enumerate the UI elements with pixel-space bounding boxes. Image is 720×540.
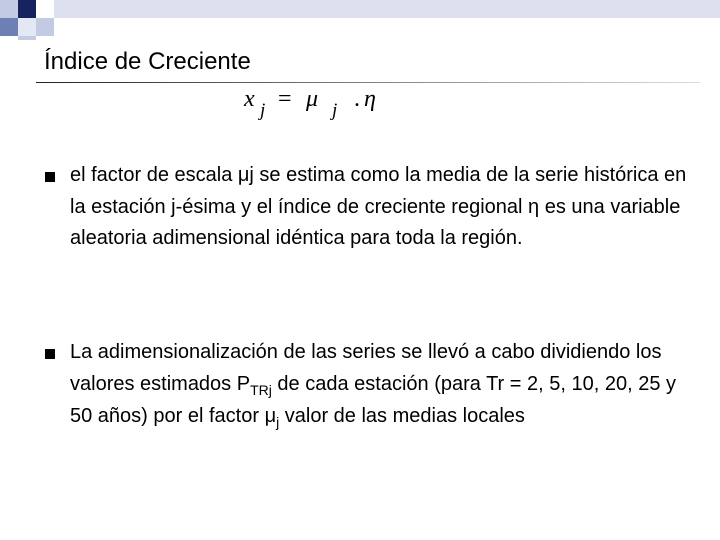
formula-equals: = (278, 86, 292, 112)
header-decoration (0, 0, 720, 40)
decor-square (18, 0, 36, 18)
symbol-mu: μ (264, 405, 277, 427)
symbol-eta: η (528, 195, 540, 218)
symbol-mu: μ (237, 164, 250, 186)
text-run: j se estima como la media de la serie histórica en la estación j-ésima y el índice de creciente regional (70, 164, 687, 218)
title-underline (36, 82, 700, 83)
text-run: La adimensionalización de las series se llevó a cabo dividiendo los valores estimados P (70, 341, 662, 395)
decor-square (18, 18, 36, 36)
subscript: j (276, 414, 280, 430)
bullet-square-icon (45, 172, 55, 182)
formula-eta: η (364, 86, 376, 112)
formula (244, 86, 414, 126)
bullet-square-icon (45, 349, 55, 359)
decor-square (18, 36, 36, 40)
formula-subscript-j: j (260, 100, 266, 121)
text-run: valor de las medias locales (279, 405, 525, 427)
formula-x: x (244, 86, 255, 112)
bullet-text (70, 160, 690, 255)
subscript: TRj (250, 381, 272, 398)
decor-bar-fade (54, 0, 720, 18)
text-run: de cada estación (para Tr = 2, 5, 10, 20, 25 y 50 años) por el factor (70, 372, 676, 427)
bullet-text (70, 337, 690, 434)
decor-square (36, 18, 54, 36)
decor-square (0, 0, 18, 18)
formula-subscript-j: j (332, 100, 338, 121)
formula-dot: . (354, 86, 360, 112)
text-run: el factor de escala (70, 164, 238, 186)
decor-square (0, 18, 18, 36)
formula-mu: μ (306, 86, 319, 112)
text-run: es una variable aleatoria adimensional idéntica para toda la región. (70, 195, 681, 249)
slide-title: Índice de Creciente (44, 48, 251, 75)
